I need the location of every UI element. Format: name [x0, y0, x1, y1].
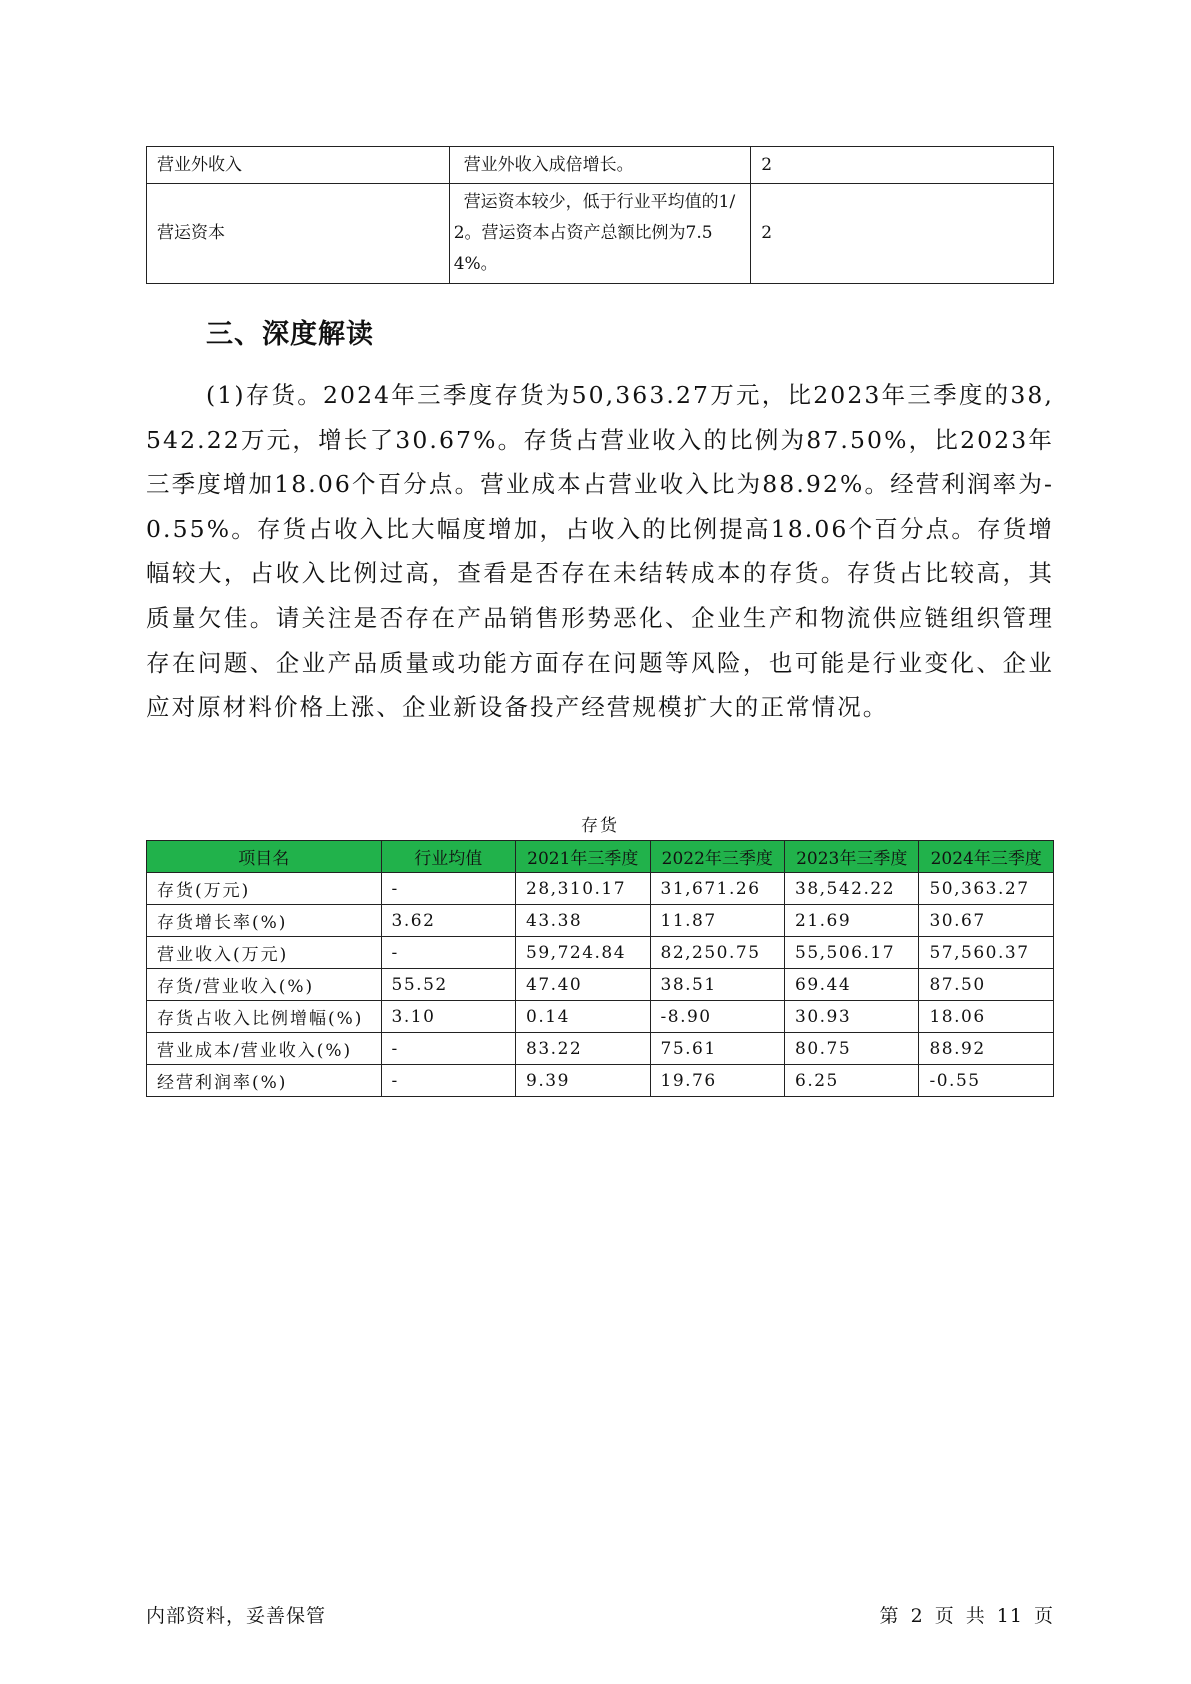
value-cell: 57,560.37 [919, 937, 1054, 969]
value-cell: -8.90 [650, 1001, 784, 1033]
value-cell: 30.67 [919, 905, 1054, 937]
value-cell: -0.55 [919, 1065, 1054, 1097]
value-cell: 47.40 [516, 969, 650, 1001]
value-cell: 38,542.22 [785, 873, 919, 905]
value-cell: 30.93 [785, 1001, 919, 1033]
column-header-2023q3: 2023年三季度 [785, 841, 919, 873]
value-cell: 43.38 [516, 905, 650, 937]
row-label-cell: 存货占收入比例增幅(%) [147, 1001, 382, 1033]
row-label-cell: 存货增长率(%) [147, 905, 382, 937]
table-row [147, 1033, 1054, 1065]
value-cell: 38.51 [650, 969, 784, 1001]
value-cell: 18.06 [919, 1001, 1054, 1033]
risk-item-description: 营业外收入成倍增长。 [449, 147, 751, 184]
risk-item-name: 营业外收入 [147, 147, 450, 184]
column-header-2024q3: 2024年三季度 [919, 841, 1054, 873]
risk-item-level: 2 [751, 147, 1054, 184]
value-cell: 21.69 [785, 905, 919, 937]
row-label-cell: 营业成本/营业收入(%) [147, 1033, 382, 1065]
value-cell: 88.92 [919, 1033, 1054, 1065]
value-cell: 75.61 [650, 1033, 784, 1065]
value-cell: 50,363.27 [919, 873, 1054, 905]
column-header-2021q3: 2021年三季度 [516, 841, 650, 873]
value-cell: - [381, 1065, 515, 1097]
risk-item-description: 营运资本较少，低于行业平均值的1/2。营运资本占资产总额比例为7.54%。 [449, 184, 751, 284]
row-label-cell: 营业收入(万元) [147, 937, 382, 969]
table-caption: 存货 [581, 816, 619, 836]
risk-item-name: 营运资本 [147, 184, 450, 284]
value-cell: 55.52 [381, 969, 515, 1001]
value-cell: 83.22 [516, 1033, 650, 1065]
value-cell: 6.25 [785, 1065, 919, 1097]
risk-table [146, 146, 1054, 284]
value-cell: 19.76 [650, 1065, 784, 1097]
table-row [147, 905, 1054, 937]
row-label-cell: 经营利润率(%) [147, 1065, 382, 1097]
table-row [147, 1001, 1054, 1033]
value-cell: 82,250.75 [650, 937, 784, 969]
value-cell: - [381, 937, 515, 969]
inventory-table [146, 840, 1054, 1097]
table-row [147, 873, 1054, 905]
table-row [147, 937, 1054, 969]
table-row [147, 147, 1054, 184]
value-cell: 0.14 [516, 1001, 650, 1033]
value-cell: 80.75 [785, 1033, 919, 1065]
risk-item-level: 2 [751, 184, 1054, 284]
value-cell: 69.44 [785, 969, 919, 1001]
footer-confidential-note: 内部资料，妥善保管 [146, 1605, 327, 1627]
column-header-item: 项目名 [147, 841, 382, 873]
value-cell: 55,506.17 [785, 937, 919, 969]
value-cell: 9.39 [516, 1065, 650, 1097]
value-cell: - [381, 873, 515, 905]
value-cell: 11.87 [650, 905, 784, 937]
value-cell: 59,724.84 [516, 937, 650, 969]
page-number: 第 2 页 共 11 页 [879, 1605, 1054, 1627]
table-header-row [147, 841, 1054, 873]
row-label-cell: 存货(万元) [147, 873, 382, 905]
table-row [147, 1065, 1054, 1097]
table-row [147, 184, 1054, 284]
value-cell: 3.62 [381, 905, 515, 937]
analysis-paragraph: (1)存货。2024年三季度存货为50,363.27万元，比2023年三季度的38,542.22万元，增长了30.67%。存货占营业收入的比例为87.50%，比2023年三季度增加18.06个百分点。营业成本占营业收入比为88.92%。经营利润率为-0.55%。存货占收入比大幅度增加，占收入的比例提高18.06个百分点。存货增幅较大，占收入比例过高，查看是否存在未结转成本的存货。存货占比较高，其质量欠佳。请关注是否存在产品销售形势恶化、企业生产和物流供应链组织管理存在问题、企业产品质量或功能方面存在问题等风险，也可能是行业变化、企业应对原材料价格上涨、企业新设备投产经营规模扩大的正常情况。 [146, 381, 1054, 722]
value-cell: 31,671.26 [650, 873, 784, 905]
row-label-cell: 存货/营业收入(%) [147, 969, 382, 1001]
value-cell: 28,310.17 [516, 873, 650, 905]
column-header-industry-average: 行业均值 [381, 841, 515, 873]
column-header-2022q3: 2022年三季度 [650, 841, 784, 873]
section-heading: 三、深度解读 [206, 319, 374, 350]
value-cell: 3.10 [381, 1001, 515, 1033]
value-cell: 87.50 [919, 969, 1054, 1001]
table-row [147, 969, 1054, 1001]
value-cell: - [381, 1033, 515, 1065]
